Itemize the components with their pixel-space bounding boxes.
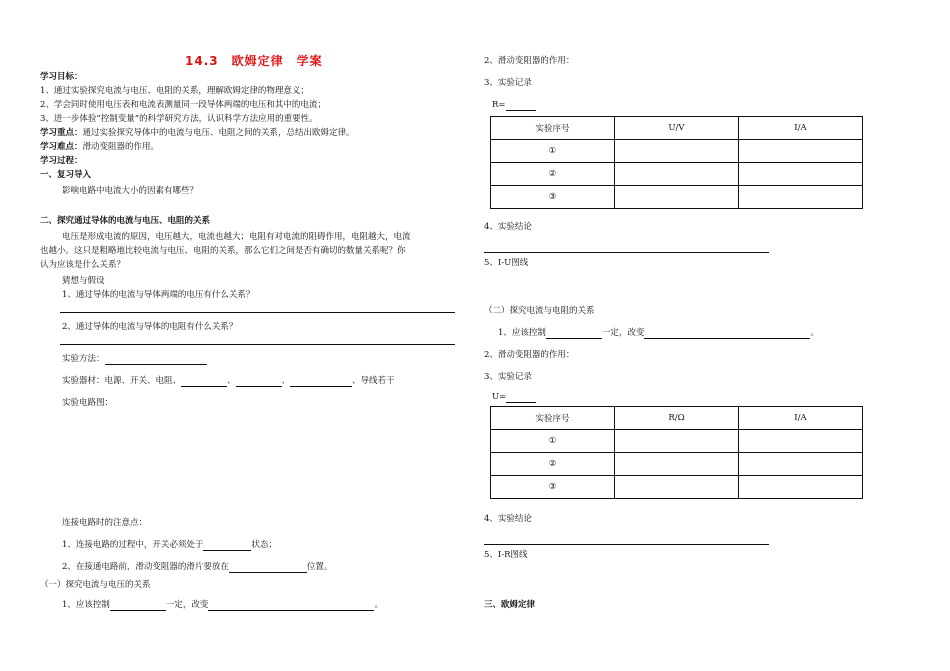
guess-1: 1、通过导体的电流与导体两端的电压有什么关系？ [62,290,255,300]
table-header-row [491,117,863,140]
process-heading: 学习过程： [40,156,83,166]
table-row [491,163,863,186]
u-blank[interactable] [506,393,536,403]
difficulty-text: 滑动变阻器的作用。 [82,142,160,152]
control-end: 。 [374,600,383,610]
row-index: ② [491,163,615,186]
slider-position-blank[interactable] [229,563,307,573]
difficulty [40,142,159,153]
note-2-text: 2、在接通电路前，滑动变阻器的滑片要放在 [62,562,229,572]
table-cell[interactable] [614,163,738,186]
control-blank[interactable] [546,329,602,339]
note-2 [62,562,332,573]
table-row [491,453,863,476]
equipment-end: 、导线若干 [352,376,395,386]
section-1-heading: 一、复习导入 [40,170,92,180]
answer-line[interactable] [484,252,769,253]
table-cell[interactable] [614,476,738,499]
notes-heading: 连接电路时的注意点： [62,518,148,528]
guess-2: 2、通过导体的电流与导体的电阻有什么关系？ [62,322,238,332]
difficulty-heading: 学习难点： [40,142,83,152]
change-blank[interactable] [208,601,374,611]
note-1-end: 状态； [251,540,277,550]
circuit-diagram-label: 实验电路图： [62,398,114,408]
table-row [491,476,863,499]
u-label: U= [492,392,507,402]
section-1-question: 影响电路中电流大小的因素有哪些？ [62,186,199,196]
equipment-blank-3[interactable] [290,377,352,387]
r-value-row [492,100,536,111]
record-table-2 [490,406,863,499]
table-cell[interactable] [738,476,862,499]
subsection-1-heading: （一）探究电流与电压的关系 [40,580,151,590]
table-header: R/Ω [614,407,738,430]
table-row [491,430,863,453]
subsection-2-heading: （二）探究电流与电阻的关系 [484,306,595,316]
table-header: U/V [614,117,738,140]
key-point [40,128,355,139]
table-header: I/A [738,117,862,140]
table-cell[interactable] [614,140,738,163]
equipment-separator: 、 [227,376,236,386]
objective-3: 3、进一步体验“控制变量”的科学研究方法，认识科学方法应用的重要性。 [40,114,318,124]
note-1 [62,540,277,551]
row-index: ③ [491,186,615,209]
table-header: I/A [738,407,862,430]
record-table-1 [490,116,863,209]
objectives-heading: 学习目标： [40,72,83,82]
table-header: 实验序号 [491,407,615,430]
answer-line[interactable] [484,544,769,545]
answer-line[interactable] [60,344,455,345]
change-text: 一定，改变 [165,600,209,610]
record-heading-1: 3、实验记录 [484,78,532,88]
table-cell[interactable] [614,430,738,453]
section-3-heading: 三、欧姆定律 [484,600,536,610]
page-title: 14.3 欧姆定律 学案 [185,54,323,68]
record-heading-2: 3、实验记录 [484,372,532,382]
objective-1: 1、通过实验探究电流与电压、电阻的关系，理解欧姆定律的物理意义； [40,86,309,96]
change-text: 一定，改变 [601,328,645,338]
ir-graph-label: 5、I-R图线 [484,550,528,560]
conclusion-heading-2: 4、实验结论 [484,514,532,524]
table-cell[interactable] [614,186,738,209]
control-end: 。 [810,328,819,338]
note-1-text: 1、连接电路的过程中，开关必须处于 [62,540,204,550]
control-text: 1、应该控制 [498,328,546,338]
rheostat-role-2: 2、滑动变阻器的作用： [484,350,575,360]
row-index: ① [491,140,615,163]
conclusion-heading-1: 4、实验结论 [484,222,532,232]
method-row [62,354,207,365]
key-heading: 学习重点： [40,128,83,138]
row-index: ② [491,453,615,476]
method-label: 实验方法： [62,354,105,364]
r-blank[interactable] [506,101,536,111]
switch-state-blank[interactable] [203,541,251,551]
section-2-heading: 二、探究通过导体的电流与电压、电阻的关系 [40,216,211,226]
guess-heading: 猜想与假设 [62,276,105,286]
table-cell[interactable] [614,453,738,476]
table-cell[interactable] [738,430,862,453]
table-cell[interactable] [738,186,862,209]
equipment-separator: 、 [281,376,291,386]
equipment-row [62,376,395,387]
table-row [491,186,863,209]
r-label: R= [492,100,506,110]
row-index: ① [491,430,615,453]
rheostat-role-1: 2、滑动变阻器的作用： [484,56,575,66]
paragraph-line-3: 认为应该是什么关系？ [40,260,126,270]
control-row [62,600,383,611]
objective-2: 2、学会同时使用电压表和电流表测量同一段导体两端的电压和其中的电流； [40,100,326,110]
paragraph-line-1: 电压是形成电流的原因，电压越大，电流也越大；电阻有对电流的阻碍作用，电阻越大，电流 [62,232,411,242]
row-index: ③ [491,476,615,499]
control-text: 1、应该控制 [62,600,110,610]
equipment-blank-1[interactable] [181,377,227,387]
equipment-label: 实验器材：电源、开关、电阻、 [62,376,182,386]
answer-line[interactable] [60,312,455,313]
table-header: 实验序号 [491,117,615,140]
control-blank[interactable] [110,601,166,611]
table-cell[interactable] [738,163,862,186]
iu-graph-label: 5、I-U图线 [484,258,529,268]
table-cell[interactable] [738,453,862,476]
note-2-end: 位置。 [306,562,333,572]
u-value-row [492,392,536,403]
table-header-row [491,407,863,430]
table-row [491,140,863,163]
paragraph-line-2: 也越小。这只是粗略地比较电流与电压、电阻的关系，那么它们之间是否有确切的数量关系呢？你 [40,246,406,256]
equipment-blank-2[interactable] [236,377,282,387]
control-row-2 [498,328,819,339]
change-blank[interactable] [644,329,810,339]
method-blank[interactable] [105,355,207,365]
key-text: 通过实验探究导体中的电流与电压、电阻之间的关系，总结出欧姆定律。 [82,128,355,138]
table-cell[interactable] [738,140,862,163]
